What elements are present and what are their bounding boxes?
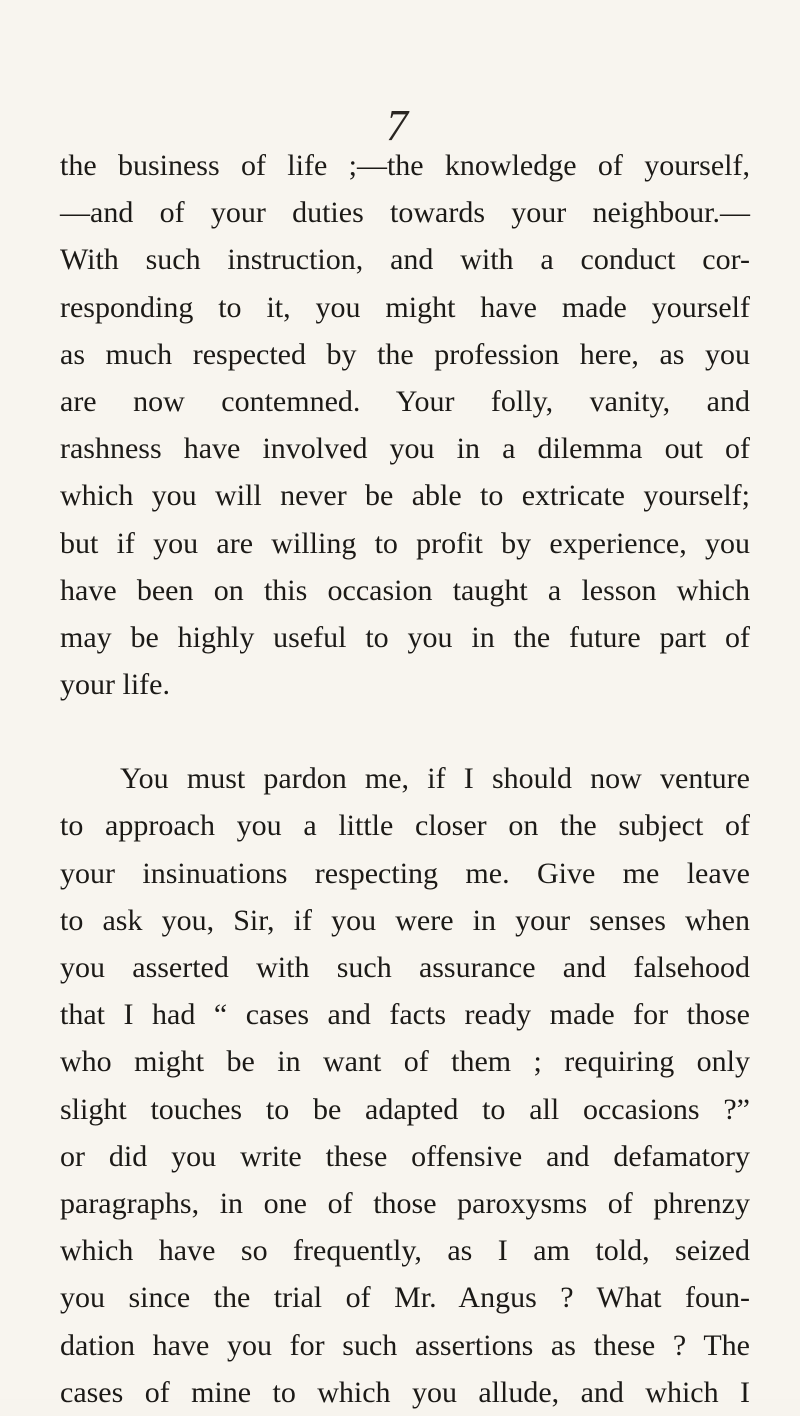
paragraph-1 xyxy=(60,142,750,708)
text-line: to ask you, Sir, if you were in your senses when xyxy=(60,903,750,937)
text-line: you asserted with such assurance and falsehood xyxy=(60,951,750,984)
text-line: but if you are willing to profit by experience, you xyxy=(60,526,750,560)
text-line: to approach you a little closer on the subject of xyxy=(60,809,750,843)
text-line: are now contemned. Your folly, vanity, and xyxy=(60,384,750,418)
text-line: that I had “ cases and facts ready made for those xyxy=(60,998,750,1032)
text-line: which you will never be able to extricate yourself; xyxy=(60,479,750,513)
text-line: may be highly useful to you in the future part of xyxy=(60,620,750,654)
text-line: With such instruction, and with a conduct cor- xyxy=(60,243,750,277)
text-line: which have so frequently, as I am told, seized xyxy=(60,1234,750,1268)
text-line: who might be in want of them ; requiring only xyxy=(60,1045,750,1079)
text-line: your life. xyxy=(60,668,170,702)
page-number: 7 xyxy=(386,101,408,150)
text-line: slight touches to be adapted to all occasions ?” xyxy=(60,1092,750,1126)
text-line: paragraphs, in one of those paroxysms of phrenzy xyxy=(60,1186,750,1220)
paragraph-spacer xyxy=(60,708,750,755)
text-line: or did you write these offensive and defamatory xyxy=(60,1139,750,1173)
text-line: rashness have involved you in a dilemma out of xyxy=(60,432,750,466)
text-line: the business of life ;—the knowledge of yourself, xyxy=(60,149,750,182)
text-line: dation have you for such assertions as these ? The xyxy=(60,1328,750,1362)
text-line: your insinuations respecting me. Give me leave xyxy=(60,856,750,890)
body-text xyxy=(60,142,750,1416)
text-line: have been on this occasion taught a lesson which xyxy=(60,573,750,607)
text-line: cases of mine to which you allude, and which I xyxy=(60,1375,750,1409)
text-line: as much respected by the profession here, as you xyxy=(60,337,750,371)
paragraph-2 xyxy=(60,755,750,1416)
text-line: You must pardon me, if I should now venture xyxy=(120,762,750,796)
text-line: —and of your duties towards your neighbour.— xyxy=(60,196,750,230)
text-line: responding to it, you might have made yourself xyxy=(60,290,750,324)
text-line: you since the trial of Mr. Angus ? What foun- xyxy=(60,1281,750,1315)
